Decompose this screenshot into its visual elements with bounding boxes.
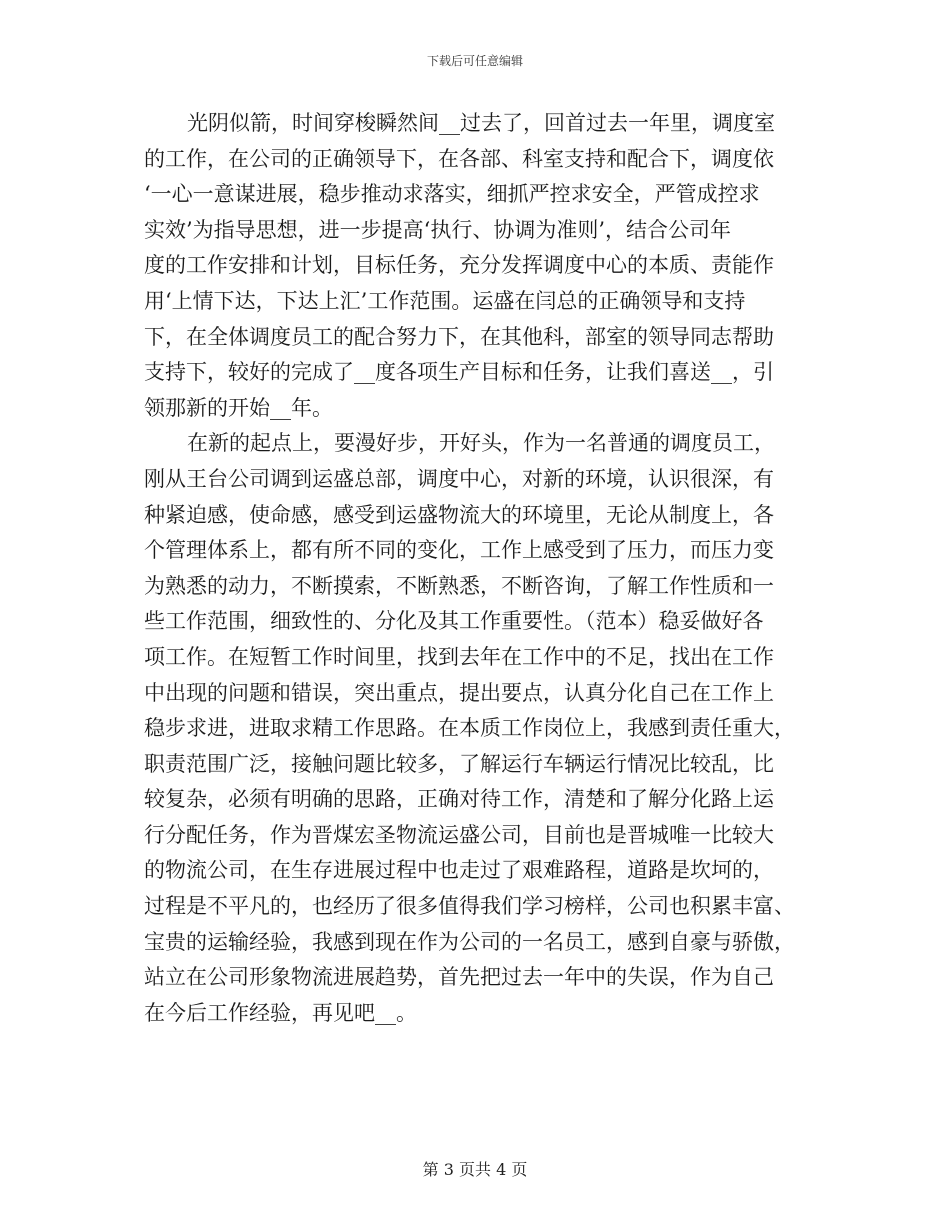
text-line: 中出现的问题和错误，突出重点，提出要点，认真分化自己在工作上 (144, 680, 774, 705)
text-line: 为熟悉的动力，不断摸索，不断熟悉，不断咨询，了解工作性质和一 (144, 573, 774, 598)
text-line: 下，在全体调度员工的配合努力下，在其他科，部室的领导同志帮助 (144, 324, 774, 349)
page-number-footer: 第 3 页共 4 页 (422, 1160, 528, 1179)
paragraph-2 (144, 426, 806, 1031)
text-line: ‘一心一意谋进展，稳步推动求落实，细抓严控求安全，严管成控求 (144, 182, 760, 207)
page-header: 下载后可任意编辑 (426, 54, 523, 68)
text-line: 在新的起点上，要漫好步，开好头，作为一名普通的调度员工， (187, 431, 775, 456)
text-line: 支持下，较好的完成了__度各项生产目标和任务，让我们喜送__，引 (144, 360, 774, 385)
text-line: 的物流公司，在生存进展过程中也走过了艰难路程，道路是坎坷的， (144, 858, 774, 883)
text-line: 过程是不平凡的，也经历了很多值得我们学习榜样，公司也积累丰富、 (144, 894, 795, 919)
text-line: 个管理体系上，都有所不同的变化，工作上感受到了压力，而压力变 (144, 538, 774, 563)
text-line: 用‘上情下达，下达上汇’工作范围。运盛在闫总的正确领导和支持 (144, 288, 746, 313)
text-line: 领那新的开始__年。 (144, 395, 333, 420)
text-line: 行分配任务，作为晋煤宏圣物流运盛公司，目前也是晋城唯一比较大 (144, 822, 774, 847)
text-line: 些工作范围，细致性的、分化及其工作重要性。（范本）稳妥做好各 (144, 609, 764, 634)
text-line: 实效’为指导思想，进一步提高‘执行、协调为准则’，结合公司年 (144, 217, 732, 242)
text-line: 度的工作安排和计划，目标任务，充分发挥调度中心的本质、责能作 (144, 253, 774, 278)
text-line: 稳步求进，进取求精工作思路。在本质工作岗位上，我感到责任重大， (144, 716, 795, 741)
text-line: 的工作，在公司的正确领导下，在各部、科室支持和配合下，调度依 (144, 146, 774, 171)
text-line: 较复杂，必须有明确的思路，正确对待工作，清楚和了解分化路上运 (144, 787, 774, 812)
text-line: 在今后工作经验，再见吧__。 (144, 1000, 417, 1025)
text-line: 种紧迫感，使命感，感受到运盛物流大的环境里，无论从制度上，各 (144, 502, 774, 527)
text-line: 站立在公司形象物流进展趋势，首先把过去一年中的失误，作为自己 (144, 965, 774, 990)
text-line: 刚从王台公司调到运盛总部，调度中心，对新的环境，认识很深，有 (144, 466, 774, 491)
text-line: 项工作。在短暂工作时间里，找到去年在工作中的不足，找出在工作 (144, 644, 774, 669)
paragraph-1 (144, 106, 806, 426)
text-line: 宝贵的运输经验，我感到现在作为公司的一名员工，感到自豪与骄傲， (144, 929, 795, 954)
document-body (144, 106, 806, 1031)
text-line: 职责范围广泛，接触问题比较多，了解运行车辆运行情况比较乱，比 (144, 751, 774, 776)
text-line: 光阴似箭，时间穿梭瞬然间__过去了，回首过去一年里，调度室 (187, 111, 775, 135)
